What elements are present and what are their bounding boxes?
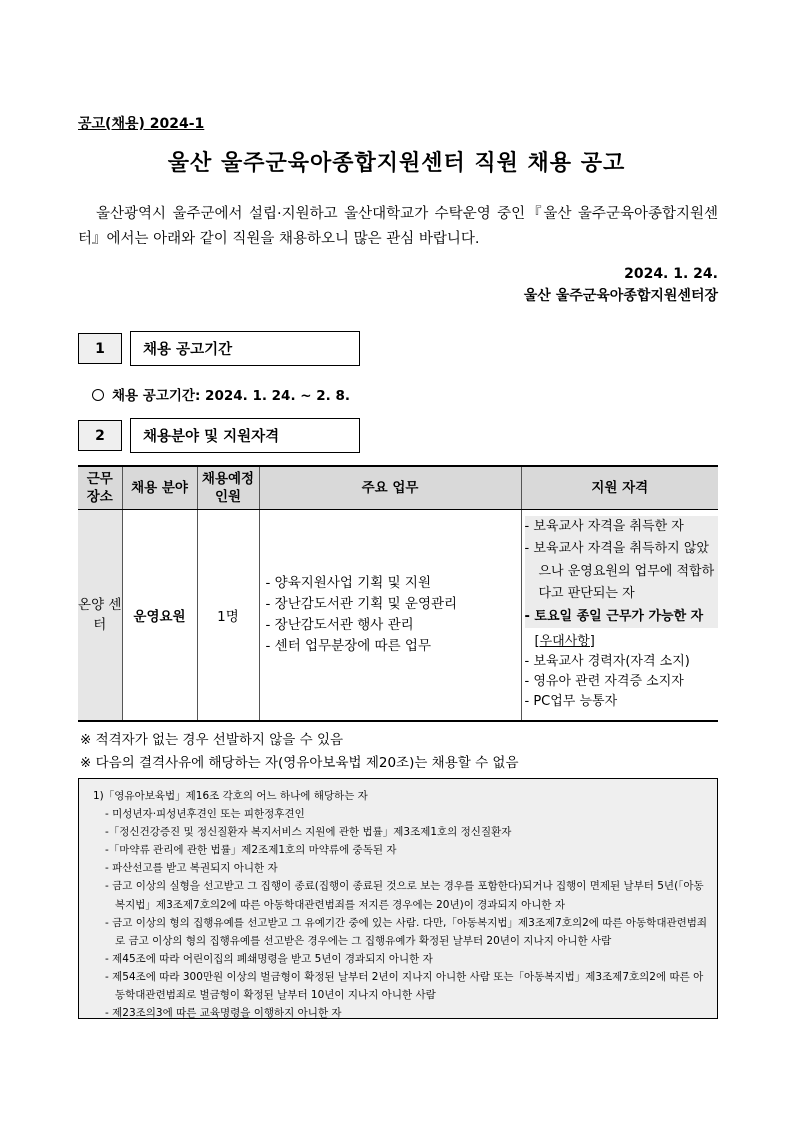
circle-bullet-icon [92,389,104,401]
notice-number: 공고(채용) 2024-1 [78,116,205,132]
duties-list [260,573,521,657]
note-line: ※ 다음의 결격사유에 해당하는 자(영유아보육법 제20조)는 채용할 수 없음 [80,754,519,771]
list-item: - 영유아 관련 자격증 소지자 [524,674,684,689]
required-qualifications [525,516,719,629]
period-text: 채용 공고기간: 2024. 1. 24. ~ 2. 8. [112,388,351,404]
list-item: - 센터 업무분장에 따른 업무 [265,637,431,654]
table-row [78,510,718,721]
recruitment-table [78,465,718,722]
header-place: 근무 장소 [78,466,122,510]
disqualification-box [78,778,718,1019]
header-field: 채용 분야 [122,466,197,510]
section-2-number: 2 [78,420,122,451]
list-item: - 제54조에 따라 300만원 이상의 벌금형이 확정된 날부터 2년이 지나지 아니한 사람 또는「아동복지법」제3조제7호의2에 따른 아동학대관련범죄로 벌금형이 확정된 날부터 10년이 지나지 아니한 사람 [105,970,704,1002]
header-count: 채용예정 인원 [197,466,259,510]
recruitment-period [92,384,350,404]
list-item: - 금고 이상의 형의 집행유예를 선고받고 그 유예기간 중에 있는 사람. 다만,「아동복지법」제3조제7호의2에 따른 아동학대관련범죄로 금고 이상의 형의 집행유예를 선고받은 경우에는 그 집행유예가 확정된 날부터 20년이 지나지 아니한 사람 [105,916,708,947]
section-1-number: 1 [78,333,122,364]
section-2-title: 채용분야 및 지원자격 [130,418,360,453]
list-item: - 보육교사 경력자(자격 소지) [524,654,690,669]
cell-count: 1명 [197,510,259,721]
list-item: - 토요일 종일 근무가 가능한 자 [524,608,704,624]
list-item: - 보육교사 자격을 취득하지 않았으나 운영요원의 업무에 적합하다고 판단되는 자 [524,541,715,601]
preferred-qualifications [525,632,719,712]
table-header-row [78,466,718,510]
list-item: -「정신건강증진 및 정신질환자 복지서비스 지원에 관한 법률」제3조제1호의 정신질환자 [105,826,512,839]
cell-field: 운영요원 [122,510,197,721]
preference-title: [우대사항] [534,634,595,649]
list-item: - PC업무 능통자 [524,694,618,709]
issue-block [524,263,718,307]
cell-duties [259,510,521,721]
list-item: - 보육교사 자격을 취득한 자 [524,518,684,534]
issuer-name: 울산 울주군육아종합지원센터장 [523,288,718,304]
header-duties: 주요 업무 [259,466,521,510]
list-item: - 제45조에 따라 어린이집의 폐쇄명령을 받고 5년이 경과되지 아니한 자 [105,952,433,965]
list-item: - 양육지원사업 기획 및 지원 [265,574,431,591]
page-title: 울산 울주군육아종합지원센터 직원 채용 공고 [167,151,626,176]
notes [80,729,519,774]
list-item: - 장난감도서관 행사 관리 [265,616,414,633]
intro-paragraph: 울산광역시 울주군에서 설립·지원하고 울산대학교가 수탁운영 중인『울산 울주군육아종합지원센터』에서는 아래와 같이 직원을 채용하오니 많은 관심 바랍니다. [78,206,718,247]
section-1-title: 채용 공고기간 [130,331,360,366]
issue-date: 2024. 1. 24. [624,266,718,282]
list-item: - 미성년자·피성년후견인 또는 피한정후견인 [105,808,305,821]
note-line: ※ 적격자가 없는 경우 선발하지 않을 수 있음 [80,732,344,748]
list-item: - 파산선고를 받고 복권되지 아니한 자 [105,862,278,875]
list-item: - 제23조의3에 따른 교육명령을 이행하지 아니한 자 [105,1007,342,1020]
list-item: - 장난감도서관 기획 및 운영관리 [265,595,458,612]
disqualification-head: 1)「영유아보육법」제16조 각호의 어느 하나에 해당하는 자 [93,790,368,802]
list-item: - 금고 이상의 실형을 선고받고 그 집행이 종료(집행이 종료된 것으로 보는 경우를 포함한다)되거나 집행이 면제된 날부터 5년(「아동복지법」제3조제7호의2에 따른 아동학대관련범죄를 저지른 경우에는 20년)이 경과되지 아니한 자 [105,880,704,911]
cell-place: 온양 센터 [78,510,122,721]
list-item: -「마약류 관리에 관한 법률」제2조제1호의 마약류에 중독된 자 [105,844,397,857]
cell-qualifications [521,510,718,721]
header-qualifications: 지원 자격 [521,466,718,510]
